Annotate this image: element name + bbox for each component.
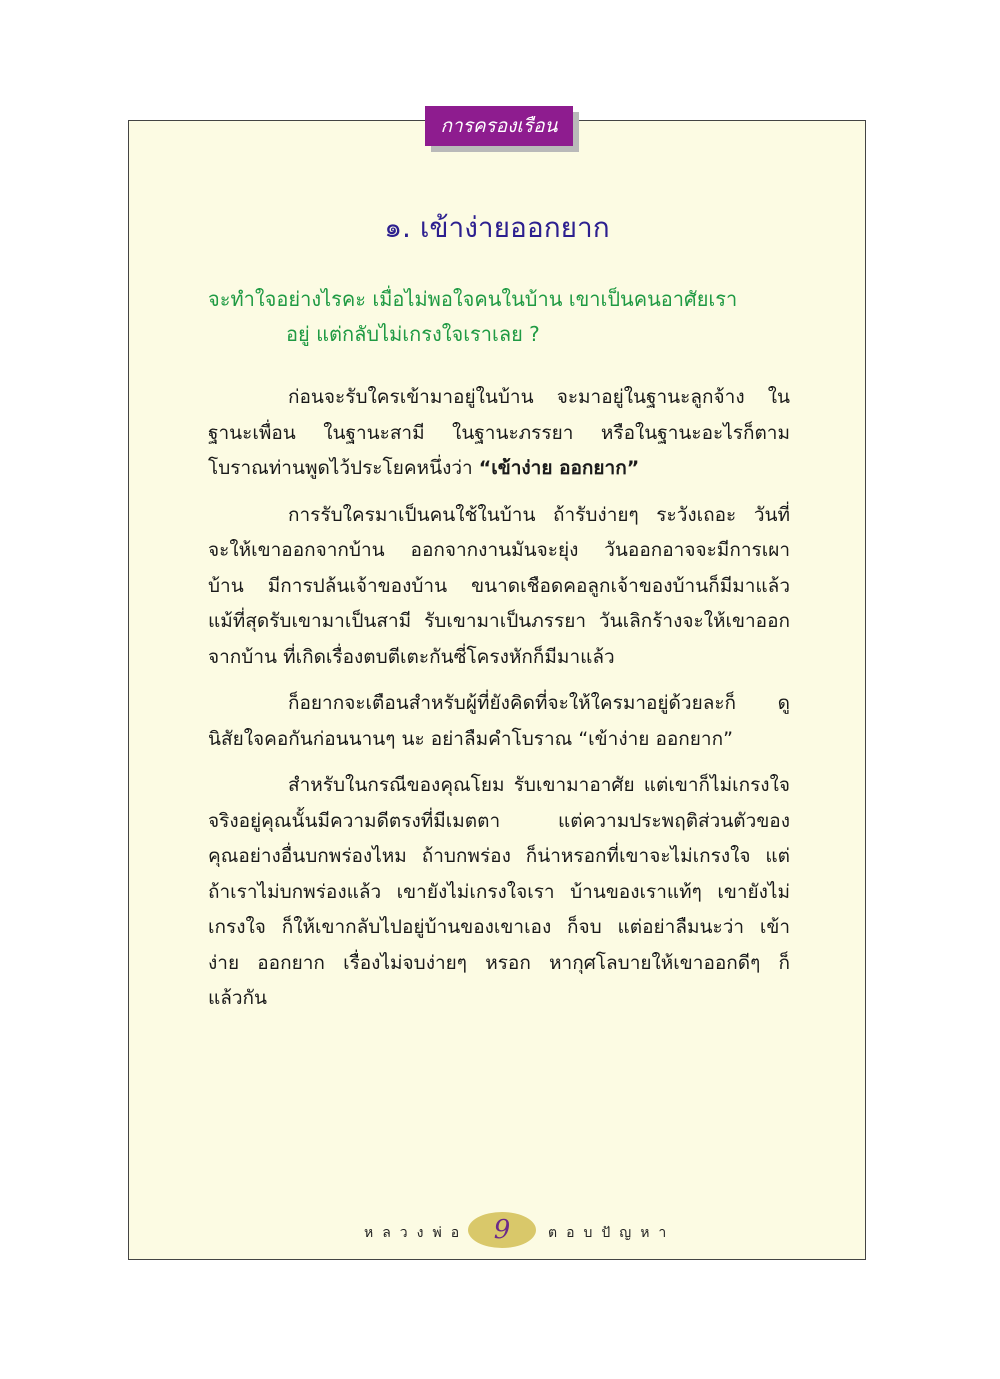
text-segment: โบราณท่านพูดไว้ประโยคหนึ่งว่า <box>208 457 479 479</box>
answer-body <box>208 380 790 1028</box>
text-line: การรับใครมาเป็นคนใช้ในบ้าน ถ้ารับง่ายๆ ระวังเถอะ วันที่ <box>288 503 790 526</box>
text-line: เกรงใจ ก็ให้เขากลับไปอยู่บ้านของเขาเอง ก็จบ แต่อย่าลืมนะว่า เข้า <box>208 916 790 938</box>
text-line: ฐานะเพื่อน ในฐานะสามี ในฐานะภรรยา หรือในฐานะอะไรก็ตาม <box>208 421 790 444</box>
text-line: สำหรับในกรณีของคุณโยม รับเขามาอาศัย แต่เขาก็ไม่เกรงใจ <box>288 774 790 796</box>
text-line: จากบ้าน ที่เกิดเรื่องตบตีเตะกันซี่โครงหักก็มีมาแล้ว <box>208 645 615 668</box>
text-line: จะให้เขาออกจากบ้าน ออกจากงานมันจะยุ่ง วันออกอาจจะมีการเผา <box>208 539 790 561</box>
paragraph-3 <box>208 686 790 757</box>
text-line: ก็อยากจะเตือนสำหรับผู้ที่ยังคิดที่จะให้ใครมาอยู่ด้วยละก็ ดู <box>288 692 790 714</box>
text-line: ก่อนจะรับใครเข้ามาอยู่ในบ้าน จะมาอยู่ในฐานะลูกจ้าง ใน <box>288 386 790 408</box>
section-tag: การครองเรือน <box>425 106 573 146</box>
text-line: แล้วกัน <box>208 987 268 1009</box>
text-line <box>208 451 790 487</box>
paragraph-4 <box>208 768 790 1017</box>
text-line: ถ้าเราไม่บกพร่องแล้ว เขายังไม่เกรงใจเรา บ้านของเราแท้ๆ เขายังไม่ <box>208 880 790 903</box>
text-line: ง่าย ออกยาก เรื่องไม่จบง่ายๆ หรอก หากุศโลบายให้เขาออกดีๆ ก็ <box>208 951 790 974</box>
page-number: 9 <box>468 1212 536 1248</box>
text-line: แม้ที่สุดรับเขามาเป็นสามี รับเขามาเป็นภรรยา วันเลิกร้างจะให้เขาออก <box>208 610 790 632</box>
footer-book-title-right: ตอบปัญหา <box>548 1225 676 1241</box>
text-line: บ้าน มีการปล้นเจ้าของบ้าน ขนาดเชือดคอลูกเจ้าของบ้านก็มีมาแล้ว <box>208 574 790 597</box>
question-line: จะทำใจอย่างไรคะ เมื่อไม่พอใจคนในบ้าน เขาเป็นคนอาศัยเรา <box>208 287 738 311</box>
paragraph-1 <box>208 380 790 487</box>
text-line: จริงอยู่คุณนั้นมีความดีตรงที่มีเมตตา แต่ความประพฤติส่วนตัวของ <box>208 809 790 832</box>
paragraph-2 <box>208 498 790 676</box>
bold-quote: “เข้าง่าย ออกยาก” <box>478 457 640 479</box>
text-line: คุณอย่างอื่นบกพร่องไหม ถ้าบกพร่อง ก็น่าหรอกที่เขาจะไม่เกรงใจ แต่ <box>208 845 790 867</box>
chapter-title: ๑. เข้าง่ายออกยาก <box>384 211 610 244</box>
page-footer <box>128 1212 866 1252</box>
text-line: นิสัยใจคอกันก่อนนานๆ นะ อย่าลืมคำโบราณ “เข้าง่าย ออกยาก” <box>208 727 733 750</box>
question <box>208 282 793 352</box>
question-line: อยู่ แต่กลับไม่เกรงใจเราเลย ? <box>286 322 540 346</box>
footer-book-title-left: หลวงพ่อ <box>364 1225 469 1241</box>
